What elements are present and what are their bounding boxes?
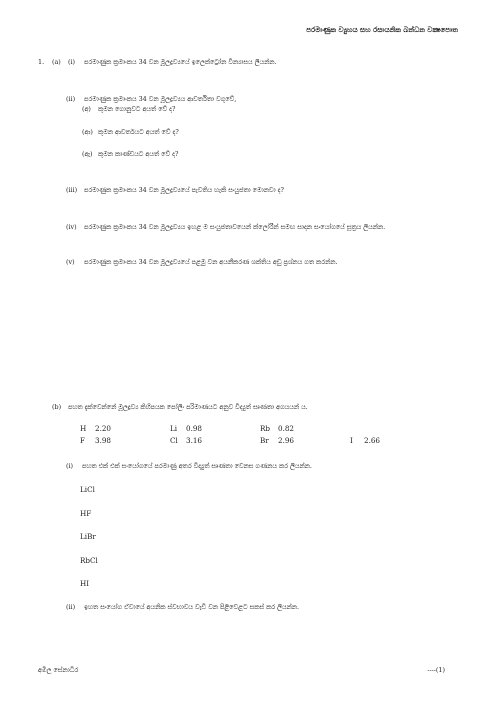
part-a-ii-label: (ii) (66, 95, 76, 103)
electronegativity-f-value: 3.98 (95, 436, 112, 445)
part-a-label: (a) (52, 58, 61, 66)
electronegativity-h-symbol: H (80, 424, 87, 433)
electronegativity-rb-symbol: Rb (260, 424, 271, 433)
electronegativity-i-symbol: I (350, 436, 353, 445)
electronegativity-cl-symbol: Cl (170, 436, 178, 445)
electronegativity-cl-value: 3.16 (186, 436, 203, 445)
compound-libr: LiBr (80, 532, 96, 541)
part-a-v-text: පරමාණුක ක්‍රමාංකය 34 වන මූලද්‍රව්‍යයේ පළමු වන අයනීකරණ ශක්තිය අඩු ප්‍රශ්නය ගත කරන්න. (84, 258, 338, 266)
part-b-intro: පහත දැක්වෙන්නේ මූලද්‍රව්‍ය කිහිපයක පෝලිං පරිමාණයට අනුව විද්‍යුත් සෘණතා අගයයන් ය. (68, 403, 308, 411)
part-a-iv-label: (iv) (66, 223, 77, 231)
electronegativity-br-symbol: Br (260, 436, 269, 445)
part-a-ii-text: පරමාණුක ක්‍රමාංකය 34 වන මූලද්‍රව්‍යය ආවර්තිතා වගුවේ, (84, 95, 237, 103)
page-title: පරමාණුක ව්‍යුහය සහ රසායනික බන්ධන වක්‍ෂපොත (306, 25, 458, 34)
question-number: 1. (38, 58, 45, 66)
part-a-ii-sub-3-label: (ඇ) (82, 150, 93, 158)
compound-hi: HI (80, 579, 90, 588)
part-a-iv-text: පරමාණුක ක්‍රමාංකය 34 වන මූලද්‍රව්‍යය ඉහළ ම සංයුජතාවයෙන් ක්ලෝරීන් සමඟ සාදන සංයෝගයේ සූත්‍රය ලියන්න. (84, 223, 386, 231)
electronegativity-f-symbol: F (80, 436, 85, 445)
part-a-i-label: (i) (68, 58, 76, 66)
part-a-ii-sub-1-label: (අ) (82, 105, 91, 113)
part-a-ii-sub-2-label: (ආ) (82, 128, 93, 136)
part-b-i-text: පහත එක් එක් සංයෝගයේ පරමාණු අතර විද්‍යුත් සෘණතා වෙනස ගණනය කර ලියන්න. (82, 462, 312, 470)
part-a-iii-text: පරමාණුක ක්‍රමාංකය 34 වන මූලද්‍රව්‍යයේ පැවතිය හැකි සංයුජතා මොනවා ද? (84, 186, 284, 194)
compound-licl: LiCl (80, 485, 95, 494)
compound-rbcl: RbCl (80, 556, 98, 565)
part-b-ii-label: (ii) (66, 603, 76, 611)
part-a-ii-sub-3-text: කුමන කාණ්ඩයට අයත් වේ ද? (98, 150, 179, 158)
part-b-ii-text: ඉහත සංයෝග ඒවායේ අයනික ස්වභාවය වැඩි වන පිළිවෙළට සකස් කර ලියන්න. (84, 603, 300, 611)
electronegativity-h-value: 2.20 (95, 424, 112, 433)
electronegativity-li-value: 0.98 (186, 424, 203, 433)
part-a-ii-sub-1-text: කුමන ගොනුවට අයත් වේ ද? (98, 105, 176, 113)
electronegativity-li-symbol: Li (170, 424, 178, 433)
electronegativity-br-value: 2.96 (278, 436, 295, 445)
part-b-label: (b) (52, 403, 62, 411)
footer-page-number: ----(1) (427, 666, 445, 674)
part-a-i-text: පරමාණුක ක්‍රමාංකය 34 වන මූලද්‍රව්‍යයේ ඉලෙක්ට්‍රෝන වින්‍යාසය ලියන්න. (84, 58, 277, 66)
electronegativity-i-value: 2.66 (364, 436, 381, 445)
part-a-ii-sub-2-text: කුමන ආවර්තයට අයත් වේ ද? (98, 128, 179, 136)
footer-author: අමිල සේනාධීර (38, 666, 79, 674)
compound-hf: HF (80, 509, 92, 518)
electronegativity-rb-value: 0.82 (278, 424, 295, 433)
part-a-iii-label: (iii) (66, 186, 78, 194)
part-a-v-label: (v) (66, 258, 75, 266)
part-b-i-label: (i) (66, 462, 74, 470)
